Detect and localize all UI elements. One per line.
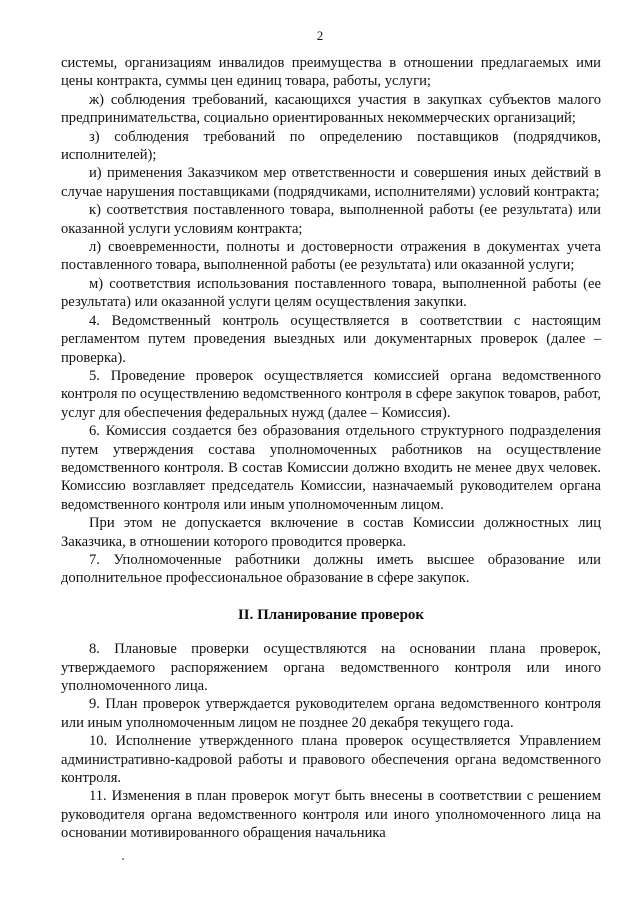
paragraph: 4. Ведомственный контроль осуществляется в соответствии с настоящим регламентом путем проведения выездных или документарных проверок (далее – проверка). [61,312,601,366]
paragraph: м) соответствия использования поставленного товара, выполненной работы (ее результата) или оказанной услуги целям осуществления закупки. [61,275,601,311]
paragraph: 11. Изменения в план проверок могут быть внесены в соответствии с решением руководителя органа ведомственного контроля или иного уполномоченного лица на основании мотивированного обращения начальника [61,788,601,842]
paragraph: 9. План проверок утверждается руководителем органа ведомственного контроля или иным уполномоченным лицом не позднее 20 декабря текущего года. [61,696,601,731]
paragraph: При этом не допускается включение в состав Комиссии должностных лиц Заказчика, в отношении которого проводится проверка. [61,515,601,550]
paragraph: л) своевременности, полноты и достоверности отражения в документах учета поставленного товара, выполненной работы (ее результата) или оказанной услуги; [61,239,601,274]
paragraph: 10. Исполнение утвержденного плана проверок осуществляется Управлением административно-кадровой работы и правового обеспечения органа ведомственного контроля. [61,733,601,787]
paragraph: 6. Комиссия создается без образования отдельного структурного подразделения путем утверждения состава уполномоченных работников на осуществление ведомственного контроля. В состав Комиссии должно входить не менее двух человек. Комиссию возглавляет председатель Комиссии, назначаемый руководителем органа ведомственного контроля или иным уполномоченным лицом. [61,423,601,513]
paragraph: к) соответствия поставленного товара, выполненной работы (ее результата) или оказанной услуги условиям контракта; [61,202,601,237]
paragraph: 8. Плановые проверки осуществляются на основании плана проверок, утверждаемого распоряжением органа ведомственного контроля или иного уполномоченного лица. [61,641,601,694]
page-number: 2 [316,28,324,43]
paragraph: з) соблюдения требований по определению поставщиков (подрядчиков, исполнителей); [61,128,601,164]
paragraph: системы, организациям инвалидов преимущества в отношении предлагаемых ими цены контракта, суммы цен единиц товара, работы, услуги; [61,55,601,90]
scan-speck [122,858,124,860]
section-title: II. Планирование проверок [237,606,425,623]
paragraph: ж) соблюдения требований, касающихся участия в закупках субъектов малого предпринимательства, социально ориентированных некоммерческих организаций; [61,91,601,127]
paragraph: и) применения Заказчиком мер ответственности и совершения иных действий в случае нарушения поставщиками (подрядчиками, исполнителями) условий контракта; [61,165,601,200]
paragraph: 5. Проведение проверок осуществляется комиссией органа ведомственного контроля по осуществлению ведомственного контроля в сфере закупок товаров, работ, услуг для обеспечения федеральных нужд (далее – Комиссия). [61,367,601,421]
document-body [61,54,601,843]
paragraph: 7. Уполномоченные работники должны иметь высшее образование или дополнительное профессиональное образование в сфере закупок. [61,551,601,587]
